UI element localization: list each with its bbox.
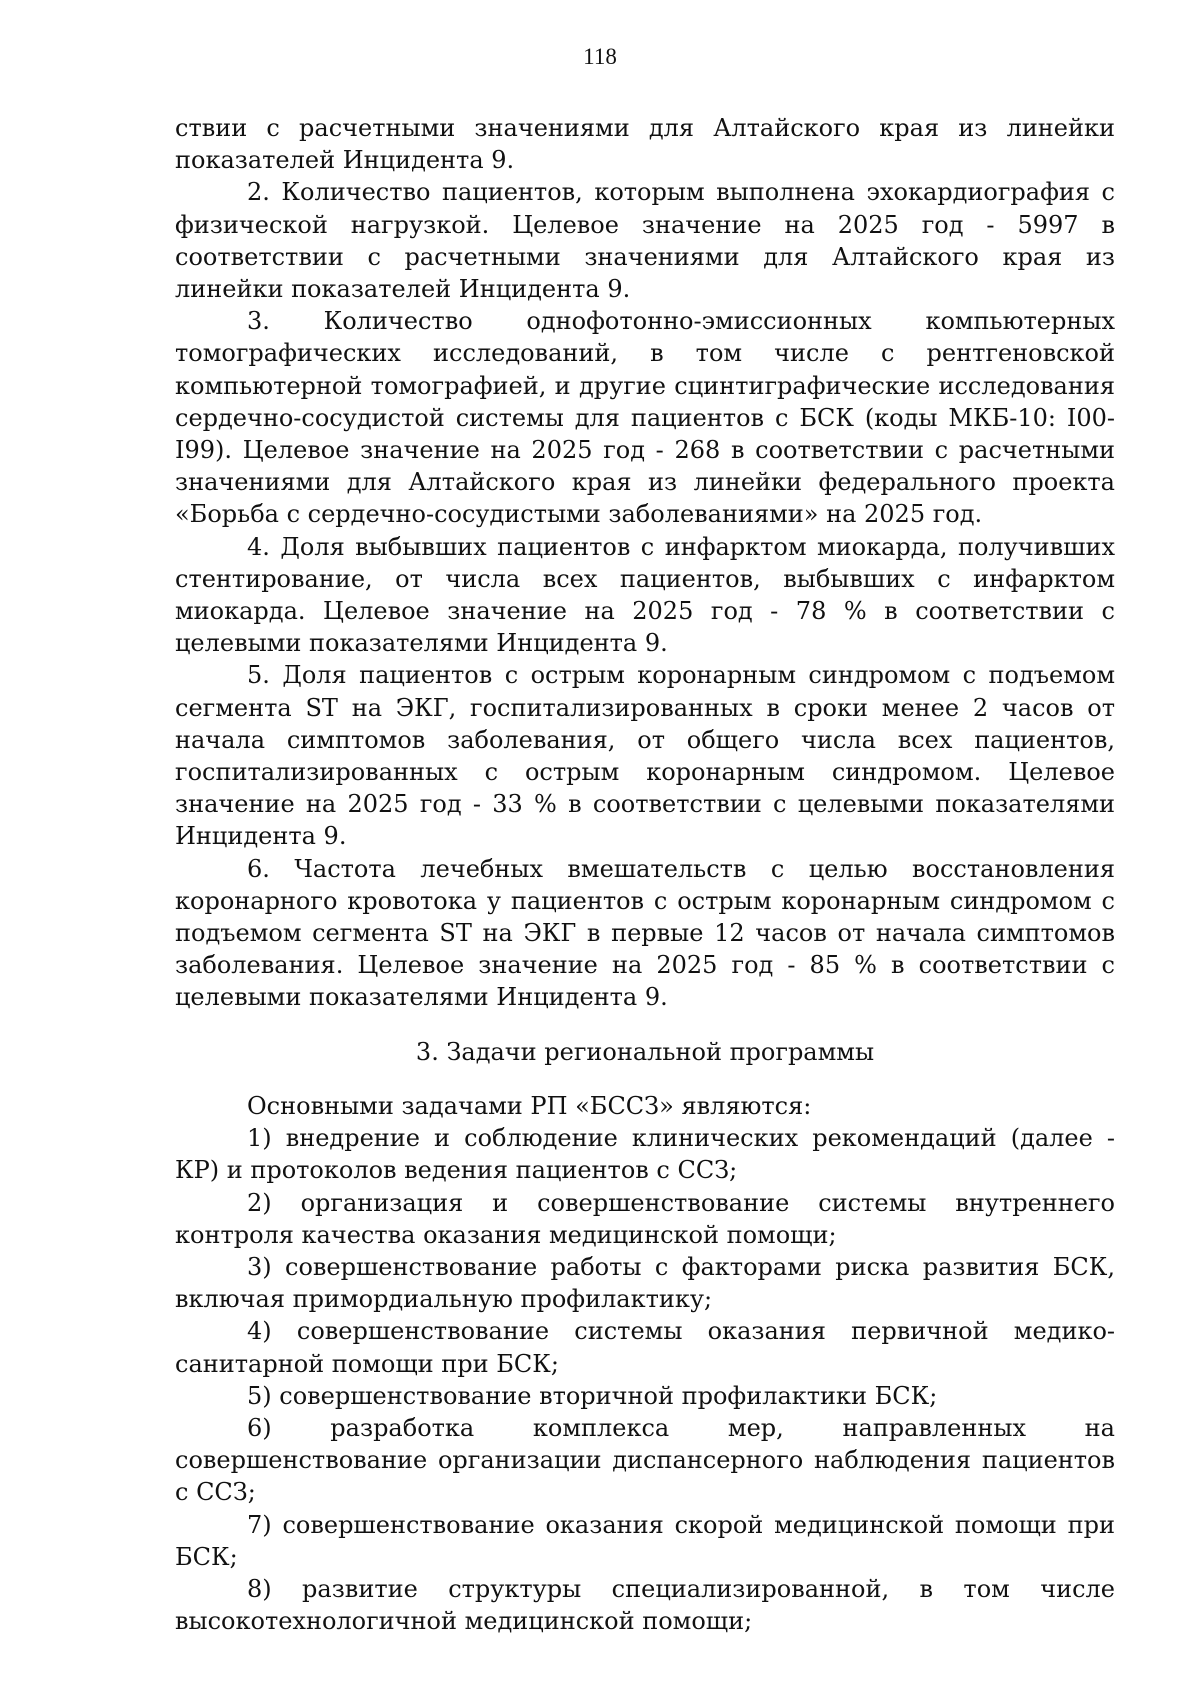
task-7: 7) совершенствование оказания скорой медицинской помощи при БСК; xyxy=(175,1510,1115,1571)
section-heading: 3. Задачи региональной программы xyxy=(415,1037,875,1066)
task-3: 3) совершенствование работы с факторами риска развития БСК, включая примордиальную профилактику; xyxy=(175,1252,1115,1314)
indicator-3: 3. Количество однофотонно-эмиссионных компьютерных томографических исследований, в том числе с рентгеновской компьютерной томографией, и другие сцинтиграфические исследования сердечно-сосудистой системы для пациентов с БСК (коды МКБ-10: I00-I99). Целевое значение на 2025 год - 268 в соответствии с расчетными значениями для Алтайского края из линейки федерального проекта «Борьба с сердечно-сосудистыми заболеваниями» на 2025 год. xyxy=(175,307,1115,529)
section-intro: Основными задачами РП «БССЗ» являются: xyxy=(247,1091,812,1120)
indicator-6: 6. Частота лечебных вмешательств с целью восстановления коронарного кровотока у пациентов с острым коронарным синдромом с подъемом сегмента ST на ЭКГ в первые 12 часов от начала симптомов заболевания. Целевое значение на 2025 год - 85 % в соответствии с целевыми показателями Инцидента 9. xyxy=(175,854,1115,1012)
task-2: 2) организация и совершенствование системы внутреннего контроля качества оказания медицинской помощи; xyxy=(175,1188,1115,1249)
page-number: 118 xyxy=(583,44,617,69)
task-6: 6) разработка комплекса мер, направленных на совершенствование организации диспансерного наблюдения пациентов с ССЗ; xyxy=(175,1413,1115,1507)
task-8: 8) развитие структуры специализированной, в том числе высокотехнологичной медицинской помощи; xyxy=(175,1574,1115,1636)
task-5: 5) совершенствование вторичной профилактики БСК; xyxy=(247,1381,938,1410)
indicator-5: 5. Доля пациентов с острым коронарным синдромом с подъемом сегмента ST на ЭКГ, госпитализированных в сроки менее 2 часов от начала симптомов заболевания, от общего числа всех пациентов, госпитализированных с острым коронарным синдромом. Целевое значение на 2025 год - 33 % в соответствии с целевыми показателями Инцидента 9. xyxy=(175,661,1115,851)
task-1: 1) внедрение и соблюдение клинических рекомендаций (далее - КР) и протоколов ведения пациентов с ССЗ; xyxy=(175,1124,1115,1185)
indicator-continuation: ствии с расчетными значениями для Алтайского края из линейки показателей Инцидента 9. xyxy=(175,114,1115,175)
indicator-4: 4. Доля выбывших пациентов с инфарктом миокарда, получивших стентирование, от числа всех пациентов, выбывших с инфарктом миокарда. Целевое значение на 2025 год - 78 % в соответствии с целевыми показателями Инцидента 9. xyxy=(175,532,1115,658)
indicator-2: 2. Количество пациентов, которым выполнена эхокардиография с физической нагрузкой. Целевое значение на 2025 год - 5997 в соответствии с расчетными значениями для Алтайского края из линейки показателей Инцидента 9. xyxy=(175,178,1115,304)
document-body xyxy=(175,112,1115,1637)
task-4: 4) совершенствование системы оказания первичной медико-санитарной помощи при БСК; xyxy=(175,1317,1115,1378)
